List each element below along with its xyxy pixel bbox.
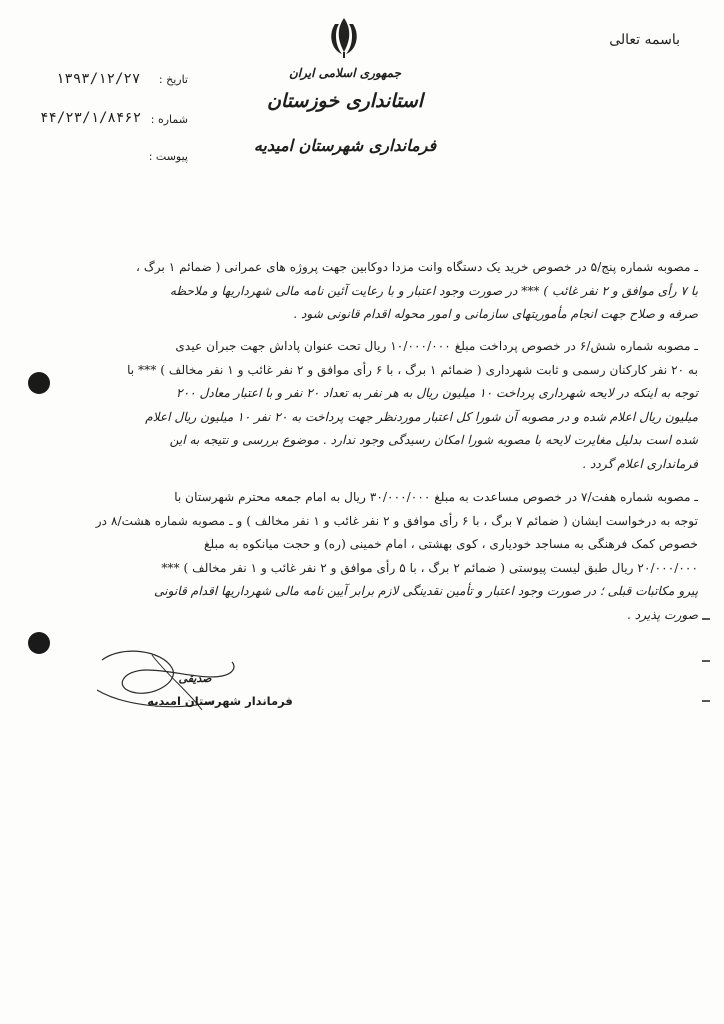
body-line: توجه به اینکه در لایحه شهرداری پرداخت ۱۰ میلیون ریال به هر نفر به تعداد ۲۰ نفر و با اعتبار معادل ۲۰۰ <box>176 386 698 400</box>
margin-mark <box>702 660 710 662</box>
bismillah-heading: باسمه تعالی <box>609 32 680 48</box>
punch-hole <box>28 372 50 394</box>
punch-hole <box>28 632 50 654</box>
resolution-5 <box>86 256 698 327</box>
resolution-7-8 <box>86 486 698 627</box>
body-line: صرفه و صلاح جهت انجام مأموریتهای سازمانی و امور محوله اقدام قانونی شود . <box>293 307 698 321</box>
iran-emblem-icon <box>322 14 366 60</box>
signatory-title: فرماندار شهرستان امیدیه <box>147 694 293 708</box>
body-line: پیرو مکاتبات قبلی ؛ در صورت وجود اعتبار و تأمین نقدینگی لازم برابر آیین نامه مالی شهرداریها اقدام قانونی <box>154 584 698 598</box>
body-line: شده است بدلیل مغایرت لایحه با مصوبه شورا امکان رسیدگی وجود ندارد . موضوع بررسی و نتیجه به این <box>169 433 698 447</box>
margin-mark <box>702 700 710 702</box>
body-line: ـ مصوبه شماره پنج/۵ در خصوص خرید یک دستگاه وانت مزدا دوکابین جهت پروژه های عمرانی ( ضمائم ۱ برگ ، <box>136 260 698 274</box>
body-line: میلیون ریال اعلام شده و در مصوبه آن شورا کل اعتبار موردنظر جهت پرداخت به ۲۰ نفر ۱۰ میلیون ریال اعلام <box>145 409 698 424</box>
body-line: ـ مصوبه شماره هفت/۷ در خصوص مساعدت به مبلغ ۳۰/۰۰۰/۰۰۰ ریال به امام جمعه محترم شهرستان با <box>174 490 698 504</box>
body-line: فرمانداری اعلام گردد . <box>582 456 698 471</box>
body-line: ۲۰/۰۰۰/۰۰۰ ریال طبق لیست پیوستی ( ضمائم ۲ برگ ، با ۵ رأی موافق و ۲ نفر غائب و ۱ نفر مخالف ) *** <box>161 560 698 575</box>
date-label: تاریخ : <box>158 73 188 86</box>
body-line: ـ مصوبه شماره شش/۶ در خصوص پرداخت مبلغ ۱۰/۰۰۰/۰۰۰ ریال تحت عنوان پاداش جهت جبران عیدی <box>175 339 698 353</box>
body-line: صورت پذیرد . <box>627 607 698 622</box>
number-value: ۴۴/۲۳/۱/۸۴۶۲ <box>40 110 142 126</box>
date-value: ۱۳۹۳/۱۲/۲۷ <box>56 71 141 87</box>
resolution-6 <box>86 335 698 476</box>
body-line: خصوص کمک فرهنگی به مساجد خودیاری ، کوی بهشتی ، امام خمینی (ره) و حجت میانکوه به مبلغ <box>204 537 698 551</box>
body-line: به ۲۰ نفر کارکنان رسمی و ثابت شهرداری ( ضمائم ۱ برگ ، با ۶ رأی موافق و ۲ نفر غائب و ۱ نفر مخالف ) *** با <box>127 362 698 377</box>
country-name: جمهوری اسلامی ایران <box>288 66 402 80</box>
signatory-name: صدیقی <box>178 672 212 685</box>
body-line: توجه به درخواست ایشان ( ضمائم ۷ برگ ، با ۶ رأی موافق و ۲ نفر غائب و ۱ نفر مخالف ) و ـ مصوبه شماره هشت/۸ در <box>95 513 698 528</box>
province-office-name: استانداری خوزستان <box>266 90 424 112</box>
body-line: با ۷ رأی موافق و ۲ نفر غائب ) *** در صورت وجود اعتبار و با رعایت آئین نامه مالی شهرداریها و ملاحظه <box>169 283 698 298</box>
county-office-name: فرمانداری شهرستان امیدیه <box>253 136 437 155</box>
margin-mark <box>702 618 710 620</box>
number-label: شماره : <box>150 113 188 126</box>
attachment-label: پیوست : <box>148 150 188 163</box>
